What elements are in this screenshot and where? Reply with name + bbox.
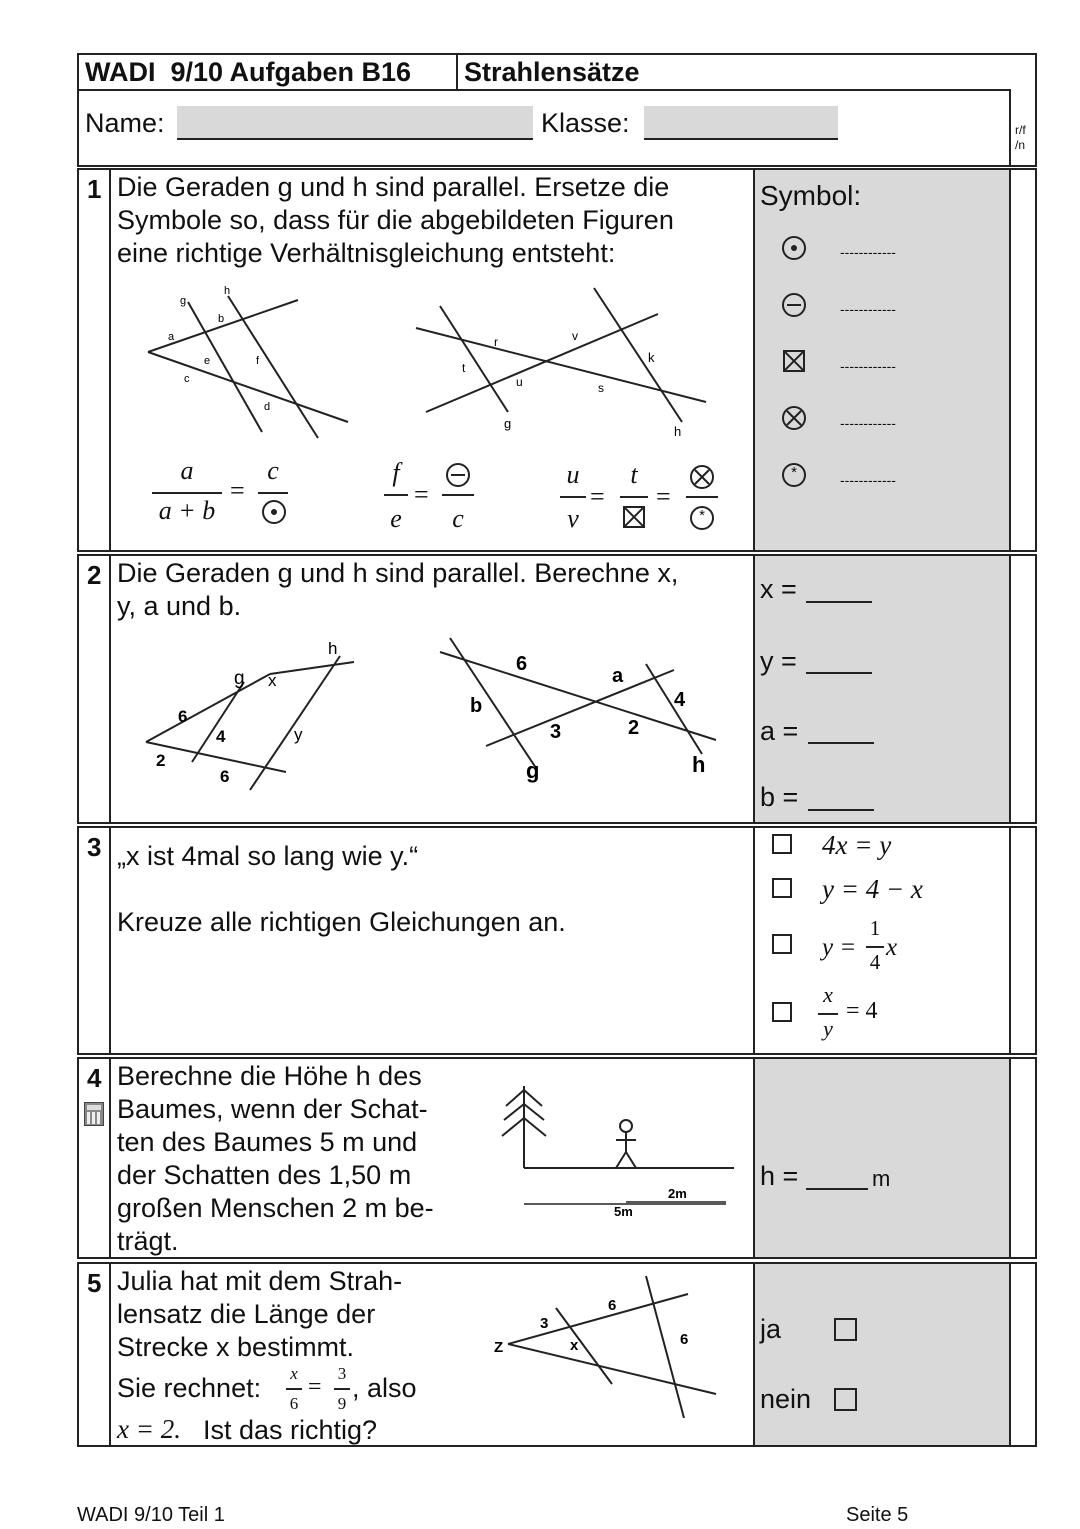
task5-rating-divider	[1009, 1262, 1011, 1447]
answer-x-blank[interactable]	[806, 601, 872, 603]
option3-den: 4	[869, 950, 881, 974]
fig2-label-g: g	[504, 416, 512, 431]
task4-text-line3: ten des Baumes 5 m und	[117, 1127, 418, 1157]
task4-text-line4: der Schatten des 1,50 m	[117, 1160, 412, 1190]
task4-rating-divider	[1009, 1057, 1011, 1259]
fig3-label-4: 4	[216, 727, 226, 746]
eq2-bar1	[384, 494, 408, 496]
square-cross-symbol-icon	[623, 506, 645, 528]
fig4-label-h: h	[692, 752, 706, 777]
option4-num: x	[823, 982, 833, 1007]
task1-figure-2	[410, 282, 710, 442]
answer-a-blank[interactable]	[808, 742, 874, 744]
option3-checkbox[interactable]	[772, 934, 792, 954]
task2-rating-divider	[1009, 554, 1011, 824]
eq3-den1: v	[567, 504, 579, 533]
tree-icon	[502, 1086, 546, 1168]
task4-text-line1: Berechne die Höhe h des	[117, 1061, 422, 1091]
task2-answer-divider	[753, 554, 755, 824]
calculator-icon	[84, 1102, 104, 1126]
answer-yes-checkbox[interactable]	[834, 1318, 857, 1341]
task4-text-line5: großen Menschen 2 m be-	[117, 1193, 434, 1223]
answer-a-label: a =	[760, 716, 799, 746]
option1-checkbox[interactable]	[772, 834, 792, 854]
legend-blank-3[interactable]: ------------	[840, 358, 896, 374]
legend-circle-dot-icon	[782, 236, 806, 260]
fig2-label-s: s	[598, 381, 604, 395]
answer-x-label: x =	[760, 574, 797, 604]
class-field[interactable]	[644, 106, 838, 140]
fig3-label-6b: 6	[220, 767, 230, 786]
task4-text-line6: trägt.	[117, 1226, 179, 1256]
task3-answer-divider	[753, 826, 755, 1055]
fig5-label-5m: 5m	[614, 1204, 633, 1219]
legend-blank-4[interactable]: ------------	[840, 415, 896, 431]
eq1-den1: a + b	[158, 496, 216, 525]
option4-checkbox[interactable]	[772, 1002, 792, 1022]
task1-figure-1	[140, 282, 360, 442]
fig4-label-4: 4	[674, 689, 686, 711]
fig1-label-f: f	[256, 355, 260, 367]
eq3-bar1	[560, 496, 586, 498]
option2-text: y = 4 − x	[822, 874, 923, 904]
legend-blank-5[interactable]: ------------	[840, 472, 896, 488]
task1-text-line2: Symbole so, dass für die abgebildeten Figuren	[117, 205, 674, 235]
fig3-label-h: h	[328, 639, 338, 658]
task5-calc-suffix: , also	[352, 1373, 417, 1403]
eq3-equals-2: =	[656, 482, 671, 511]
header-title-divider	[456, 53, 458, 90]
name-field[interactable]	[177, 106, 533, 140]
fig6-label-6a: 6	[608, 1297, 617, 1314]
task3-number-divider	[109, 826, 111, 1055]
task5-result-math: x = 2.	[117, 1414, 181, 1444]
header-divider	[77, 89, 1010, 91]
eq2-equals: =	[414, 480, 429, 509]
fig1-label-e: e	[204, 355, 211, 367]
circle-star-symbol-icon: *	[690, 506, 714, 530]
circle-dot-symbol-icon	[262, 500, 286, 524]
eq3-equals-1: =	[590, 482, 605, 511]
task5-frac2-num: 3	[337, 1364, 347, 1383]
task5-frac2-den: 9	[337, 1394, 347, 1413]
answer-y-label: y =	[760, 646, 797, 676]
task5-answer-divider	[753, 1262, 755, 1447]
eq1-num2: c	[267, 456, 279, 485]
fig1-label-c: c	[184, 373, 190, 385]
task5-figure	[488, 1272, 724, 1422]
task2-text-line2: y, a und b.	[117, 591, 242, 621]
task1-answer-divider	[753, 168, 755, 552]
eq3-num1: u	[566, 460, 580, 489]
fig6-label-6b: 6	[680, 1331, 689, 1348]
task3-instruction: Kreuze alle richtigen Gleichungen an.	[117, 907, 566, 937]
task4-figure	[494, 1078, 742, 1224]
fig3-label-2: 2	[156, 751, 166, 770]
fig4-label-g: g	[526, 758, 540, 783]
task2-text-line1: Die Geraden g und h sind parallel. Berechne x,	[117, 558, 679, 588]
eq3-bar3	[686, 496, 718, 498]
answer-y-blank[interactable]	[806, 672, 872, 674]
task5-frac1-num: x	[290, 1364, 298, 1383]
legend-blank-2[interactable]: ------------	[840, 301, 896, 317]
task4-number: 4	[87, 1063, 102, 1093]
task5-frac1-den: 6	[289, 1394, 299, 1413]
fig1-label-b: b	[218, 313, 225, 325]
task3-rating-divider	[1009, 826, 1011, 1055]
fig3-label-g: g	[234, 668, 245, 689]
option3-lhs: y =	[822, 934, 857, 961]
option3-var: x	[886, 934, 898, 961]
fig4-label-b: b	[470, 695, 483, 717]
answer-h-unit: m	[872, 1166, 891, 1191]
task5-number: 5	[87, 1268, 102, 1298]
task3-number: 3	[87, 832, 102, 862]
legend-blank-1[interactable]: ------------	[840, 244, 896, 260]
task4-answer-divider	[753, 1057, 755, 1259]
task2-number-divider	[109, 554, 111, 824]
legend-circle-minus-icon	[782, 293, 806, 317]
fig1-label-h: h	[224, 285, 231, 297]
rating-column-divider	[1009, 89, 1011, 167]
task5-text-line3: Strecke x bestimmt.	[117, 1332, 355, 1362]
fig4-label-3: 3	[550, 721, 562, 743]
task4-number-divider	[109, 1057, 111, 1259]
task4-text-line2: Baumes, wenn der Schat-	[117, 1094, 428, 1124]
fig2-label-u: u	[516, 375, 523, 389]
task2-figure-1	[140, 634, 370, 794]
option4-bar	[818, 1013, 838, 1015]
option4-rhs: = 4	[846, 998, 878, 1024]
fig4-label-2: 2	[628, 717, 640, 739]
task1-rating-divider	[1009, 168, 1011, 552]
eq2-den2: c	[452, 504, 464, 533]
circle-cross-symbol-icon	[690, 465, 714, 489]
fig2-label-k: k	[648, 350, 655, 365]
class-label: Klasse:	[541, 108, 630, 138]
task1-number: 1	[87, 174, 102, 204]
fig6-label-x: x	[570, 1337, 579, 1354]
worksheet-topic: Strahlensätze	[464, 57, 640, 87]
footer-left: WADI 9/10 Teil 1	[77, 1504, 225, 1526]
eq2-den1: e	[390, 504, 402, 533]
option4-den: y	[823, 1016, 833, 1041]
answer-h-label: h =	[760, 1161, 799, 1191]
answer-no-label: nein	[760, 1384, 812, 1414]
task5-text-line2: lensatz die Länge der	[117, 1299, 376, 1329]
answer-h-blank[interactable]	[806, 1188, 868, 1190]
legend-circle-cross-icon	[782, 406, 806, 430]
task5-number-divider	[109, 1262, 111, 1447]
legend-square-cross-icon	[783, 350, 805, 372]
task5-result-text: Ist das richtig?	[203, 1415, 378, 1445]
fig6-label-z: Z	[494, 1339, 504, 1356]
task5-calc-prefix: Sie rechnet:	[117, 1373, 262, 1403]
task2-figure-2	[430, 634, 720, 784]
fig3-label-6a: 6	[178, 707, 188, 726]
fig2-label-r: r	[494, 335, 498, 349]
task5-frac1-bar	[286, 1388, 302, 1390]
fig3-label-x: x	[268, 671, 277, 690]
worksheet-title: WADI 9/10 Aufgaben B16	[85, 57, 412, 87]
eq1-bar2	[258, 492, 288, 494]
eq1-bar1	[152, 492, 222, 494]
symbol-label: Symbol:	[760, 180, 862, 211]
task2-number: 2	[87, 560, 102, 590]
task5-text-line1: Julia hat mit dem Strah-	[117, 1266, 403, 1296]
option1-text: 4x = y	[822, 830, 892, 860]
eq3-bar2	[620, 496, 648, 498]
option2-checkbox[interactable]	[772, 878, 792, 898]
answer-no-checkbox[interactable]	[834, 1388, 857, 1411]
fig5-label-2m: 2m	[668, 1186, 687, 1201]
fig1-label-d: d	[264, 401, 271, 413]
eq2-bar2	[442, 494, 474, 496]
task1-number-divider	[109, 168, 111, 552]
fig1-label-a: a	[168, 331, 175, 343]
task3-quote: „x ist 4mal so lang wie y.“	[117, 841, 419, 871]
fig1-label-g: g	[180, 295, 187, 307]
name-label: Name:	[85, 108, 165, 138]
task1-text-line1: Die Geraden g und h sind parallel. Ersetze die	[117, 172, 670, 202]
fig2-label-t: t	[462, 361, 466, 375]
answer-yes-label: ja	[760, 1314, 782, 1344]
eq3-num2: t	[630, 460, 638, 489]
option3-bar	[866, 946, 884, 948]
circle-minus-symbol-icon	[446, 463, 470, 487]
eq2-num1: f	[392, 458, 400, 487]
fig6-label-3: 3	[540, 1315, 549, 1332]
fig4-label-a: a	[612, 665, 624, 687]
footer-page-number: Seite 5	[846, 1504, 909, 1526]
fig2-label-v: v	[572, 329, 578, 343]
answer-b-label: b =	[760, 782, 799, 812]
fig4-label-6: 6	[516, 653, 528, 675]
eq1-num1: a	[180, 456, 194, 485]
fig2-label-h: h	[674, 424, 682, 439]
task5-calc-eq: =	[308, 1374, 322, 1400]
eq1-equals: =	[230, 476, 245, 505]
person-icon	[616, 1120, 636, 1168]
task1-text-line3: eine richtige Verhältnisgleichung entsteht:	[117, 238, 616, 268]
rating-label: r/f /n	[1015, 123, 1026, 152]
task5-frac2-bar	[334, 1388, 350, 1390]
answer-b-blank[interactable]	[808, 809, 874, 811]
legend-circle-star-icon: *	[782, 463, 806, 487]
fig3-label-y: y	[294, 725, 303, 744]
option3-num: 1	[869, 916, 881, 940]
